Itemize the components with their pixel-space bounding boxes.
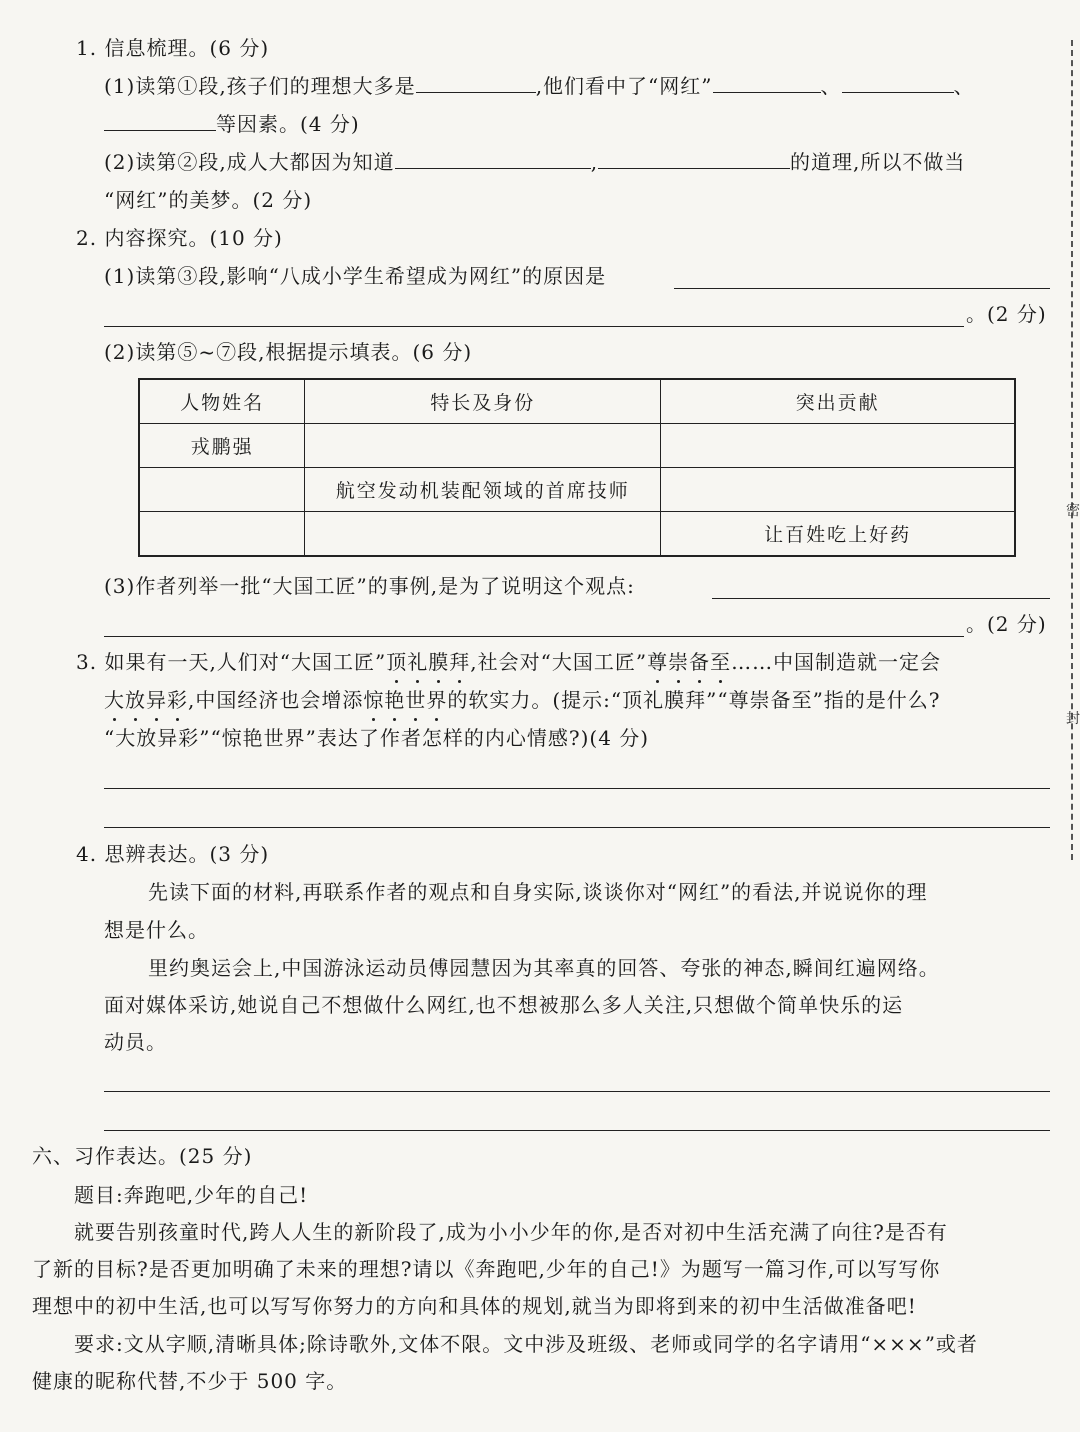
table-row	[139, 468, 1015, 512]
q4-material-line1: 里约奥运会上,中国游泳运动员傅园慧因为其率真的回答、夸张的神态,瞬间红遍网络。	[148, 956, 940, 980]
table-cell: 戎鹏强	[139, 424, 305, 468]
q3-line1	[76, 648, 941, 676]
answer-line[interactable]	[104, 827, 1050, 828]
q1-part2-line1	[104, 148, 965, 176]
table-cell-blank[interactable]	[305, 512, 661, 557]
q2-part1-score: 。(2 分)	[966, 302, 1047, 326]
q2-title: 2. 内容探究。(10 分)	[76, 226, 283, 250]
q4-title: 4. 思辨表达。(3 分)	[76, 842, 270, 866]
margin-char: 密	[1066, 503, 1080, 519]
answer-blank[interactable]	[842, 72, 954, 93]
table-header: 突出贡献	[661, 379, 1015, 424]
answer-line[interactable]	[674, 288, 1050, 289]
table-cell-blank[interactable]	[305, 424, 661, 468]
q4-material-line2: 面对媒体采访,她说自己不想做什么网红,也不想被那么多人关注,只想做个简单快乐的运	[104, 993, 904, 1017]
q3-text: ,社会对“大国工匠”	[470, 650, 648, 674]
answer-blank[interactable]	[104, 110, 216, 131]
essay-line1: 就要告别孩童时代,跨人人生的新阶段了,成为小小少年的你,是否对初中生活充满了向往?是否有	[74, 1220, 948, 1244]
q3-text: ……中国制造就一定会	[731, 650, 942, 674]
section6-title: 六、习作表达。(25 分)	[32, 1144, 253, 1168]
table-header: 特长及身份	[305, 379, 661, 424]
q3-line2	[104, 686, 941, 714]
q3-text: ,中国经济也会增添	[188, 688, 364, 712]
q1-part1-text-a: (1)读第①段,孩子们的理想大多是	[104, 74, 416, 98]
q1-part1-text-c: 、	[820, 74, 842, 98]
table-row	[139, 512, 1015, 557]
q4-material-line3: 动员。	[104, 1030, 167, 1054]
essay-line3: 理想中的初中生活,也可以写写你努力的方向和具体的规划,就当为即将到来的初中生活做准备吧!	[32, 1294, 917, 1318]
q1-part1-text-e: 等因素。(4 分)	[216, 112, 360, 136]
q1-part2-text-b: ,	[590, 150, 599, 174]
seal-line	[1071, 40, 1073, 860]
answer-blank[interactable]	[713, 72, 821, 93]
essay-line2: 了新的目标?是否更加明确了未来的理想?请以《奔跑吧,少年的自己!》为题写一篇习作,可以写写你	[32, 1257, 941, 1281]
q1-part2-text-a: (2)读第②段,成人大都因为知道	[104, 150, 395, 174]
q1-title: 1. 信息梳理。(6 分)	[76, 36, 270, 60]
emphasis-phrase: 大放异彩	[104, 688, 188, 712]
answer-line[interactable]	[104, 1091, 1050, 1092]
emphasis-phrase: 惊艳世界	[363, 688, 448, 712]
table-cell-blank[interactable]	[661, 468, 1015, 512]
essay-requirement-line1: 要求:文从字顺,清晰具体;除诗歌外,文体不限。文中涉及班级、老师或同学的名字请用“×××”或者	[74, 1332, 978, 1356]
table-header-row	[139, 379, 1015, 424]
answer-blank[interactable]	[395, 148, 591, 169]
table-cell-blank[interactable]	[661, 424, 1015, 468]
q2-part2-text: (2)读第⑤~⑦段,根据提示填表。(6 分)	[104, 340, 473, 364]
table-cell-blank[interactable]	[139, 468, 305, 512]
table-row	[139, 424, 1015, 468]
emphasis-phrase: 顶礼膜拜	[386, 650, 471, 674]
q3-text: 3. 如果有一天,人们对“大国工匠”	[76, 650, 387, 674]
q1-part1-line1	[104, 72, 975, 100]
q1-part1-text-d: 、	[953, 74, 975, 98]
answer-line[interactable]	[104, 326, 964, 327]
table-cell-blank[interactable]	[139, 512, 305, 557]
answer-blank[interactable]	[416, 72, 536, 93]
table-cell: 航空发动机装配领域的首席技师	[305, 468, 661, 512]
q1-part1-line2	[104, 110, 360, 138]
answer-line[interactable]	[104, 1130, 1050, 1131]
q1-part2-line2: “网红”的美梦。(2 分)	[104, 188, 313, 212]
table-header: 人物姓名	[139, 379, 305, 424]
answer-blank[interactable]	[598, 148, 790, 169]
answer-line[interactable]	[104, 788, 1050, 789]
q2-part3-text: (3)作者列举一批“大国工匠”的事例,是为了说明这个观点:	[104, 574, 635, 598]
q2-part3-score: 。(2 分)	[966, 612, 1047, 636]
q4-prompt-line2: 想是什么。	[104, 918, 209, 942]
margin-char: 封	[1066, 711, 1080, 727]
fill-in-table	[138, 378, 1016, 557]
q2-part1-text: (1)读第③段,影响“八成小学生希望成为网红”的原因是	[104, 264, 607, 288]
essay-topic: 题目:奔跑吧,少年的自己!	[74, 1183, 309, 1207]
q3-line3: “大放异彩”“惊艳世界”表达了作者怎样的内心情感?)(4 分)	[104, 726, 650, 750]
essay-requirement-line2: 健康的昵称代替,不少于 500 字。	[32, 1369, 348, 1393]
q3-text: 的软实力。(提示:“顶礼膜拜”“尊崇备至”指的是什么?	[447, 688, 941, 712]
table-cell: 让百姓吃上好药	[661, 512, 1015, 557]
q4-prompt-line1: 先读下面的材料,再联系作者的观点和自身实际,谈谈你对“网红”的看法,并说说你的理	[148, 880, 928, 904]
q1-part2-text-c: 的道理,所以不做当	[790, 150, 966, 174]
answer-line[interactable]	[104, 636, 964, 637]
q1-part1-text-b: ,他们看中了“网红”	[535, 74, 713, 98]
emphasis-phrase: 尊崇备至	[647, 650, 732, 674]
answer-line[interactable]	[712, 598, 1050, 599]
